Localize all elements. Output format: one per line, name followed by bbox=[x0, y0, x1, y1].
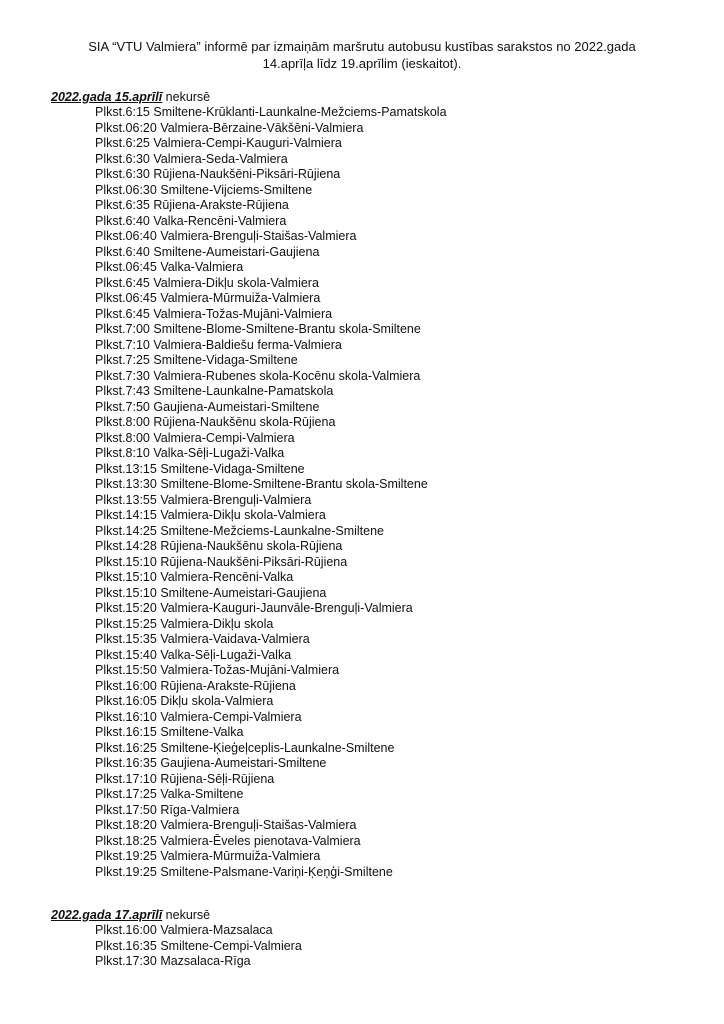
route-line: Plkst.18:20 Valmiera-Brenguļi-Staišas-Valmiera bbox=[95, 818, 357, 832]
route-line: Plkst.14:15 Valmiera-Dikļu skola-Valmiera bbox=[95, 508, 326, 522]
route-line: Plkst.6:30 Valmiera-Seda-Valmiera bbox=[95, 151, 288, 166]
route-line: Plkst.16:35 Gaujiena-Aumeistari-Smiltene bbox=[95, 756, 327, 770]
route-line: Plkst.14:28 Rūjiena-Naukšēnu skola-Rūjiena bbox=[95, 539, 343, 553]
route-line: Plkst.16:05 Dikļu skola-Valmiera bbox=[95, 694, 274, 708]
route-line: Plkst.16:00 Valmiera-Mazsalaca bbox=[95, 923, 273, 937]
route-line: Plkst.18:25 Valmiera-Ēveles pienotava-Valmiera bbox=[95, 833, 361, 848]
title-line-2: 14.aprīļa līdz 19.aprīlim (ieskaitot). bbox=[262, 56, 462, 71]
route-line: Plkst.6:45 Valmiera-Tožas-Mujāni-Valmiera bbox=[95, 306, 333, 321]
route-line: Plkst.19:25 Smiltene-Palsmane-Variņi-Ķeņģi-Smiltene bbox=[95, 864, 393, 879]
route-line: Plkst.6:25 Valmiera-Cempi-Kauguri-Valmiera bbox=[95, 136, 342, 150]
route-line: Plkst.6:30 Rūjiena-Naukšēni-Piksāri-Rūjiena bbox=[95, 167, 341, 181]
route-line: Plkst.15:50 Valmiera-Tožas-Mujāni-Valmiera bbox=[95, 663, 340, 677]
section-date: 2022.gada 17.aprīlī bbox=[51, 908, 163, 922]
route-line: Plkst.8:00 Valmiera-Cempi-Valmiera bbox=[95, 430, 295, 445]
route-line: Plkst.7:50 Gaujiena-Aumeistari-Smiltene bbox=[95, 399, 320, 414]
route-line: Plkst.16:25 Smiltene-Ķieģeļceplis-Launkalne-Smiltene bbox=[95, 740, 395, 755]
route-list bbox=[95, 923, 724, 970]
route-line: Plkst.16:00 Rūjiena-Arakste-Rūjiena bbox=[95, 678, 296, 693]
route-line: Plkst.7:43 Smiltene-Launkalne-Pamatskola bbox=[95, 384, 334, 398]
route-line: Plkst.8:10 Valka-Sēļi-Lugaži-Valka bbox=[95, 446, 285, 460]
route-line: Plkst.14:25 Smiltene-Mežciems-Launkalne-Smiltene bbox=[95, 523, 385, 538]
route-list bbox=[95, 105, 724, 880]
route-line: Plkst.15:20 Valmiera-Kauguri-Jaunvāle-Brenguļi-Valmiera bbox=[95, 601, 413, 615]
route-line: Plkst.16:10 Valmiera-Cempi-Valmiera bbox=[95, 709, 302, 724]
route-line: Plkst.15:10 Valmiera-Rencēni-Valka bbox=[95, 570, 294, 584]
route-line: Plkst.06:45 Valka-Valmiera bbox=[95, 260, 244, 274]
route-line: Plkst.6:40 Smiltene-Aumeistari-Gaujiena bbox=[95, 244, 320, 259]
route-line: Plkst.17:50 Rīga-Valmiera bbox=[95, 802, 240, 817]
route-line: Plkst.7:00 Smiltene-Blome-Smiltene-Brantu skola-Smiltene bbox=[95, 322, 421, 336]
section-17-april bbox=[0, 907, 724, 970]
route-line: Plkst.06:20 Valmiera-Bērzaine-Vākšēni-Valmiera bbox=[95, 120, 364, 135]
route-line: Plkst.15:10 Smiltene-Aumeistari-Gaujiena bbox=[95, 585, 327, 600]
route-line: Plkst.16:35 Smiltene-Cempi-Valmiera bbox=[95, 938, 302, 953]
section-15-april bbox=[0, 89, 724, 880]
document-title bbox=[0, 0, 724, 72]
route-line: Plkst.15:25 Valmiera-Dikļu skola bbox=[95, 616, 274, 631]
route-line: Plkst.19:25 Valmiera-Mūrmuiža-Valmiera bbox=[95, 849, 321, 863]
route-line: Plkst.6:15 Smiltene-Krūklanti-Launkalne-Mežciems-Pamatskola bbox=[95, 105, 447, 119]
route-line: Plkst.17:10 Rūjiena-Sēļi-Rūjiena bbox=[95, 771, 275, 786]
route-line: Plkst.7:25 Smiltene-Vidaga-Smiltene bbox=[95, 353, 298, 367]
route-line: Plkst.8:00 Rūjiena-Naukšēnu skola-Rūjiena bbox=[95, 415, 336, 429]
section-heading bbox=[51, 89, 724, 105]
section-suffix: nekursē bbox=[162, 908, 211, 922]
route-line: Plkst.13:55 Valmiera-Brenguļi-Valmiera bbox=[95, 492, 312, 507]
route-line: Plkst.06:40 Valmiera-Brenguļi-Staišas-Valmiera bbox=[95, 229, 357, 243]
section-suffix: nekursē bbox=[162, 90, 211, 104]
route-line: Plkst.13:15 Smiltene-Vidaga-Smiltene bbox=[95, 461, 305, 476]
section-date: 2022.gada 15.aprīlī bbox=[51, 90, 163, 104]
route-line: Plkst.17:30 Mazsalaca-Rīga bbox=[95, 954, 251, 968]
route-line: Plkst.6:40 Valka-Rencēni-Valmiera bbox=[95, 213, 287, 228]
route-line: Plkst.6:35 Rūjiena-Arakste-Rūjiena bbox=[95, 198, 289, 212]
route-line: Plkst.6:45 Valmiera-Dikļu skola-Valmiera bbox=[95, 275, 319, 290]
title-line-1: SIA “VTU Valmiera” informē par izmaiņām maršrutu autobusu kustības sarakstos no 2022.gada bbox=[88, 39, 636, 54]
section-heading bbox=[51, 907, 724, 923]
route-line: Plkst.15:35 Valmiera-Vaidava-Valmiera bbox=[95, 632, 310, 646]
route-line: Plkst.7:30 Valmiera-Rubenes skola-Kocēnu skola-Valmiera bbox=[95, 368, 421, 383]
route-line: Plkst.13:30 Smiltene-Blome-Smiltene-Brantu skola-Smiltene bbox=[95, 477, 428, 491]
route-line: Plkst.15:10 Rūjiena-Naukšēni-Piksāri-Rūjiena bbox=[95, 554, 348, 569]
route-line: Plkst.17:25 Valka-Smiltene bbox=[95, 787, 244, 801]
route-line: Plkst.16:15 Smiltene-Valka bbox=[95, 725, 244, 739]
route-line: Plkst.06:30 Smiltene-Vijciems-Smiltene bbox=[95, 182, 313, 197]
route-line: Plkst.7:10 Valmiera-Baldiešu ferma-Valmiera bbox=[95, 337, 342, 352]
route-line: Plkst.06:45 Valmiera-Mūrmuiža-Valmiera bbox=[95, 291, 321, 305]
route-line: Plkst.15:40 Valka-Sēļi-Lugaži-Valka bbox=[95, 647, 292, 662]
